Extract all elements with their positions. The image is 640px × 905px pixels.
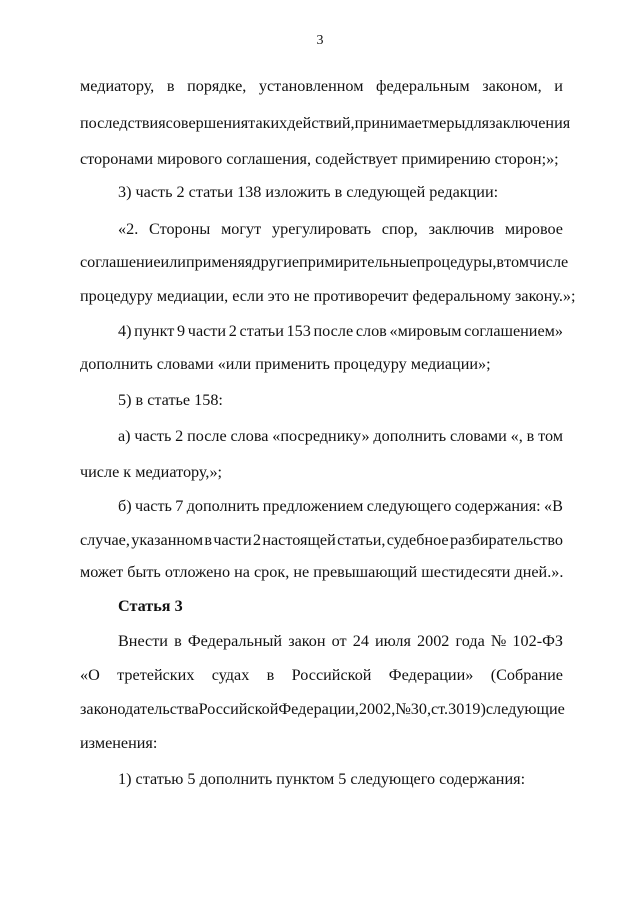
word: для: [465, 114, 490, 132]
word: мировое: [504, 220, 563, 238]
word: слов: [355, 322, 387, 340]
word: Российской: [291, 666, 372, 684]
word: 4): [118, 322, 132, 340]
word: соглашением»: [464, 322, 563, 340]
word: ст.: [431, 700, 449, 718]
word: или: [160, 253, 186, 271]
word: (Собрание: [490, 666, 563, 684]
word: заключения: [489, 114, 571, 132]
word: урегулировать: [272, 220, 371, 238]
word: часть: [134, 497, 172, 515]
word: в: [166, 77, 175, 95]
word: разбирательство: [449, 531, 563, 549]
word: следующие: [485, 700, 565, 718]
text-line: дополнить словами «или применить процедуру медиации»;: [80, 355, 491, 373]
word: Федерации»: [388, 666, 474, 684]
word: 3019): [448, 700, 486, 718]
word: федеральным: [376, 77, 470, 95]
word: «,: [510, 427, 523, 445]
text-line: [80, 530, 563, 550]
word: Федерации,: [278, 700, 359, 718]
text-line: [118, 219, 563, 239]
word: 2: [175, 427, 184, 445]
word: №: [490, 632, 507, 650]
word: 2002: [417, 632, 450, 650]
text-line: [80, 665, 563, 685]
word: 2002,: [358, 700, 396, 718]
text-line: 1) статью 5 дополнить пунктом 5 следующего содержания:: [118, 770, 526, 788]
word: меры: [428, 114, 466, 132]
word: в: [204, 531, 213, 549]
word: настоящей: [262, 531, 336, 549]
word: части: [213, 531, 252, 549]
word: могут: [221, 220, 262, 238]
word: 24: [352, 632, 369, 650]
text-line: 5) в статье 158:: [118, 391, 223, 409]
word: судебное: [386, 531, 449, 549]
word: «О: [80, 666, 100, 684]
text-line: может быть отложено на срок, не превышающий шестидесяти дней.».: [80, 563, 564, 581]
word: части: [187, 322, 227, 340]
text-line: [80, 76, 563, 96]
text-line: [118, 321, 563, 341]
text-line: [80, 252, 569, 272]
word: 2: [228, 322, 237, 340]
word: 153: [286, 322, 311, 340]
word: том: [538, 427, 563, 445]
word: «посреднику»: [272, 427, 370, 445]
text-line: 3) часть 2 статьи 138 изложить в следующей редакции:: [118, 183, 499, 201]
word: в: [496, 253, 505, 271]
text-line: [118, 631, 563, 651]
word: Российской: [198, 700, 279, 718]
word: июля: [375, 632, 411, 650]
word: заключив: [428, 220, 495, 238]
word: таких: [248, 114, 288, 132]
word: судах: [211, 666, 250, 684]
word: числе: [528, 253, 569, 271]
word: №: [395, 700, 411, 718]
word: примирительные: [299, 253, 417, 271]
text-line: [80, 113, 571, 133]
text-line: [118, 496, 563, 516]
word: пункт: [134, 322, 175, 340]
word: содержания:: [454, 497, 541, 515]
word: случае,: [80, 531, 130, 549]
word: закон: [288, 632, 326, 650]
word: последствия: [80, 114, 166, 132]
section-heading: Статья 3: [118, 597, 183, 615]
word: «В: [544, 497, 563, 515]
word: после: [187, 427, 227, 445]
word: после: [313, 322, 354, 340]
text-line: числе к медиатору,»;: [80, 463, 223, 481]
word: совершения: [165, 114, 249, 132]
word: словами: [449, 427, 507, 445]
word: принимает: [354, 114, 429, 132]
text-line: [118, 426, 563, 446]
word: медиатору,: [80, 77, 155, 95]
word: в: [174, 632, 182, 650]
word: действий,: [287, 114, 355, 132]
word: законодательства: [80, 700, 199, 718]
word: часть: [134, 427, 172, 445]
word: в: [266, 666, 275, 684]
word: предложением: [262, 497, 364, 515]
word: дополнить: [186, 497, 260, 515]
word: статьи: [239, 322, 284, 340]
word: 30,: [410, 700, 431, 718]
text-line: [80, 699, 563, 719]
word: другие: [252, 253, 300, 271]
word: «мировым: [389, 322, 462, 340]
word: 7: [175, 497, 184, 515]
word: слова: [230, 427, 269, 445]
word: применяя: [185, 253, 253, 271]
word: спор,: [381, 220, 418, 238]
word: соглашение: [80, 253, 161, 271]
word: Внести: [118, 632, 168, 650]
word: установленном: [258, 77, 364, 95]
page-number: 3: [316, 33, 324, 48]
word: том: [504, 253, 529, 271]
word: 9: [177, 322, 186, 340]
word: 102-ФЗ: [512, 632, 563, 650]
word: года: [455, 632, 485, 650]
word: дополнить: [373, 427, 447, 445]
word: Федеральный: [187, 632, 283, 650]
word: в: [526, 427, 535, 445]
word: указанном: [131, 531, 204, 549]
word: «2.: [118, 220, 139, 238]
word: законом,: [482, 77, 542, 95]
word: порядке,: [187, 77, 247, 95]
word: следующего: [366, 497, 452, 515]
word: Стороны: [149, 220, 211, 238]
word: от: [331, 632, 347, 650]
word: 2: [252, 531, 262, 549]
word: процедуры,: [416, 253, 497, 271]
text-line: процедуру медиации, если это не противоречит федеральному закону.»;: [80, 287, 576, 305]
word: б): [118, 497, 132, 515]
word: статьи,: [337, 531, 386, 549]
text-line: изменения:: [80, 734, 158, 752]
word: а): [118, 427, 131, 445]
word: и: [554, 77, 563, 95]
text-line: сторонами мирового соглашения, содействует примирению сторон;»;: [80, 150, 559, 168]
word: третейских: [117, 666, 195, 684]
